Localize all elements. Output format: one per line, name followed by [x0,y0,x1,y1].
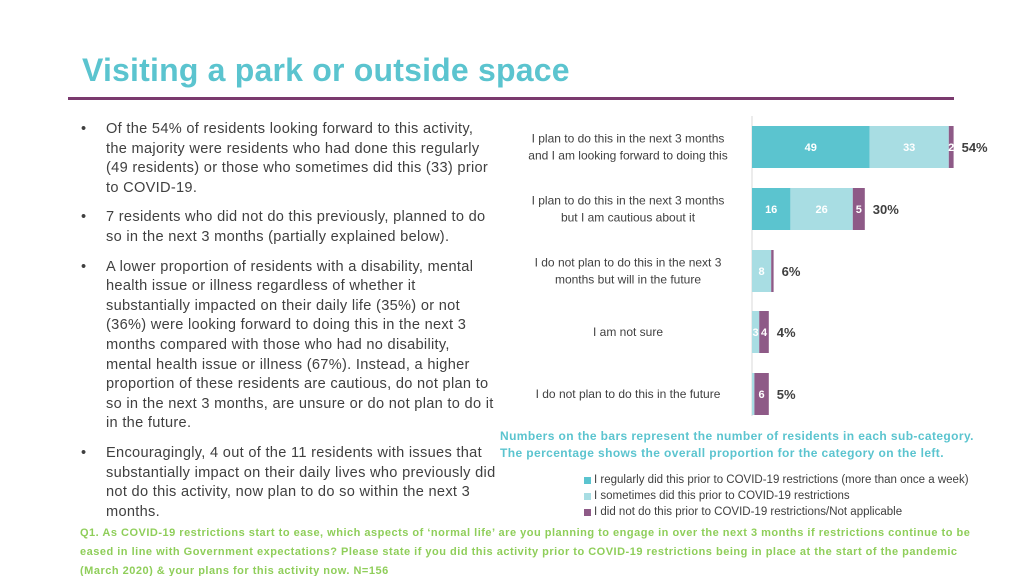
bar-value-label: 26 [815,204,828,216]
legend-label: I regularly did this prior to COVID-19 restrictions (more than once a week) [594,474,969,486]
chart-note [500,428,1020,462]
legend-swatch [584,477,591,484]
bullet-item: • Encouragingly, 4 out of the 11 residents with issues that substantially impact on their daily lives who previously did not do this activity, now plan to do so within the next 3 months. [78,444,498,522]
bullet-item: • Of the 54% of residents looking forward to this activity, the majority were residents who had done this regularly (49 residents) or those who sometimes did this (33) prior to COVID-19. [78,120,498,198]
bar-segment [771,250,773,292]
bar-value-label: 8 [758,266,765,278]
legend-swatch [584,509,591,516]
bar-value-label: 3 [752,327,759,339]
category-label: I plan to do this in the next 3 months [531,193,725,208]
total-percent-label: 5% [776,387,796,402]
legend-label: I did not do this prior to COVID-19 restrictions/Not applicable [594,506,903,518]
bullet-item: • A lower proportion of residents with a disability, mental health issue or illness regardless of whether it substantially impacted on their daily life (35%) or not (36%) were looking forward to doing this in the next 3 months compared with those who had no disability, mental health issue or illness (67%). Instead, a higher proportion of these residents are cautious, do not plan to so in the next 3 months, are unsure or do not plan to do it in the future. [78,258,498,434]
total-percent-label: 54% [961,140,988,155]
bar-value-label: 2 [948,142,955,154]
bar-value-label: 5 [855,204,862,216]
chart-note-line: Numbers on the bars represent the number of residents in each sub-category. [500,429,974,443]
total-percent-label: 4% [776,325,796,340]
question-footnote: Q1. As COVID-19 restrictions start to ease, which aspects of ‘normal life’ are you planning to engage in over the next 3 months if restrictions continue to be eased in line with Government expectations? Please state if you did this activity prior to COVID-19 restrictions being in place at the start of the pandemic (March 2020) & your plans for this activity now. N=156 [80,527,971,576]
bullet-item: • 7 residents who did not do this previously, planned to do so in the next 3 months (partially explained below). [78,208,498,247]
legend-label: I sometimes did this prior to COVID-19 restrictions [594,490,850,502]
bar-value-label: 49 [804,142,817,154]
bar-segment [752,373,754,415]
page-title: Visiting a park or outside space [82,52,570,88]
category-label: I do not plan to do this in the future [535,387,721,401]
category-label: I do not plan to do this in the next 3 [534,255,722,270]
legend-item [584,472,969,488]
bar-value-label: 33 [903,142,916,154]
category-label: I plan to do this in the next 3 months [531,131,725,146]
bar-value-label: 6 [758,389,765,401]
category-label: I am not sure [592,325,664,339]
category-label: and I am looking forward to doing this [528,148,728,163]
category-label: months but will in the future [554,272,702,287]
legend-swatch [584,493,591,500]
bar-value-label: 16 [765,204,778,216]
total-percent-label: 6% [781,264,801,279]
bar-value-label: 4 [760,327,768,339]
chart-note-line: The percentage shows the overall proportion for the category on the left. [500,446,944,460]
legend-item [584,504,969,520]
total-percent-label: 30% [872,202,899,217]
chart-legend [584,472,969,520]
legend-item [584,488,969,504]
category-label: but I am cautious about it [560,210,696,225]
